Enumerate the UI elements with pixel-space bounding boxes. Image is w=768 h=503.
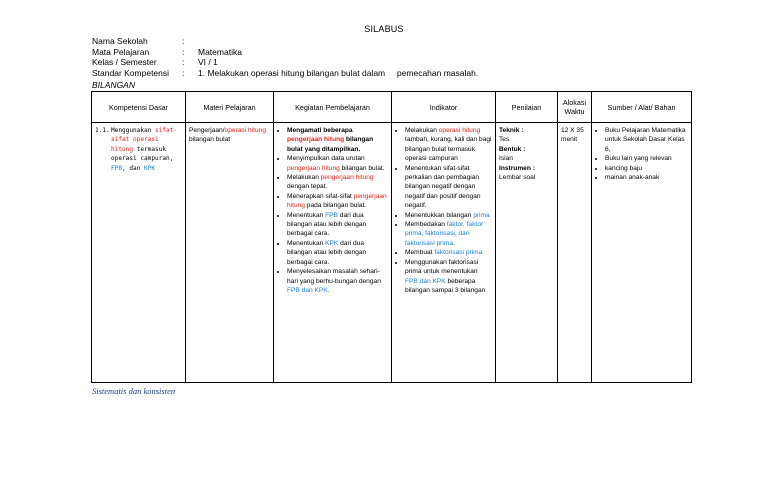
meta-value: 1. Melakukan operasi hitung bilangan bulat dalam pemecahan masalah. — [198, 67, 479, 78]
list-item: • Buku lain yang relevan — [605, 154, 688, 163]
col-header-indikator: Indikator — [392, 92, 496, 123]
list-item: • Membedakan faktor, faktor prima, faktorisasi, dan faktorisasi prima. — [405, 220, 492, 248]
cell-kegiatan — [274, 123, 392, 383]
cell-materi: Pengerjaan/operasi hitung bilangan bulat — [186, 123, 274, 383]
list-item: • Melakukan operasi hitung tambah, kurang, kali dan bagi bilangan bulat termasuk operasi campuran — [405, 126, 492, 164]
list-item: • Menerapkan sifat-sifat pengerjaan hitung pada bilangan bulat. — [287, 192, 388, 211]
penilaian-instrumen-label: Instrumen : — [499, 164, 535, 172]
footer-note: Sistematis dan konsisten — [92, 386, 176, 396]
meta-label: Standar Kompetensi — [92, 67, 170, 78]
cell-alokasi: 12 X 35 menit — [558, 123, 592, 383]
col-header-penilaian: Penilaian — [496, 92, 558, 123]
table-header-row — [92, 92, 692, 123]
meta-colon: : — [182, 57, 185, 67]
col-header-sumber: Sumber / Alat/ Bahan — [592, 92, 692, 123]
meta-colon: : — [182, 46, 185, 57]
table-row — [92, 123, 692, 383]
col-header-kompetensi: Kompetensi Dasar — [92, 92, 186, 123]
meta-label: Mata Pelajaran — [92, 46, 150, 57]
section-subtitle: BILANGAN — [92, 80, 135, 90]
list-item: • Menentukan sifat-sifat perkalian dan pembagian bilangan negatif dengan negatif dan positif dengan negatif. — [405, 164, 492, 211]
document-title: SILABUS — [364, 24, 404, 34]
meta-value: VI / 1 — [198, 57, 218, 67]
list-item: • Menentukkan bilangan prima — [405, 211, 492, 220]
list-item: • mainan anak-anak — [605, 173, 688, 182]
list-item: • Menyimpulkan data urutan pengerjaan hitung bilangan bulat. — [287, 154, 388, 173]
syllabus-meta — [92, 36, 478, 78]
meta-row-competency — [92, 68, 478, 79]
penilaian-bentuk: Isian — [499, 155, 513, 163]
meta-colon: : — [182, 36, 185, 46]
cell-kompetensi-dasar — [92, 123, 186, 383]
list-item: • Membuat faktorisasi prima — [405, 248, 492, 257]
list-item: • Melakukan pengerjaan hitung dengan tepat. — [287, 173, 388, 192]
list-item: • Menentukan KPK dari dua bilangan atau lebih dengan berbagai cara. — [287, 239, 388, 267]
list-item: • kancing baju — [605, 164, 688, 173]
meta-value: Matematika — [198, 46, 242, 57]
meta-colon: : — [182, 67, 185, 78]
kd-number: 1.1. — [95, 127, 110, 134]
col-header-materi: Materi Pelajaran — [186, 92, 274, 123]
penilaian-teknik: Tes — [499, 136, 510, 144]
list-item: • Buku Pelajaran Matematika untuk Sekolah Dasar Kelas 6, — [605, 126, 688, 154]
penilaian-instrumen: Lembar soal — [499, 174, 536, 182]
col-header-kegiatan: Kegiatan Pembelajaran — [274, 92, 392, 123]
meta-row-school — [92, 36, 478, 47]
meta-row-class — [92, 57, 478, 68]
cell-indikator — [392, 123, 496, 383]
list-item: • Menentukan FPB dari dua bilangan atau lebih dengan berbagai cara. — [287, 211, 388, 239]
list-item: • Menggunakan faktorisasi prima untuk menentukan FPB dan KPK beberapa bilangan sampai 3 bilangan — [405, 258, 492, 296]
meta-row-subject — [92, 47, 478, 58]
kd-text: Menggunakan sifat-sifat operasi hitung termasuk operasi campuran, FPB, dan KPK — [111, 127, 178, 172]
list-item: • Menyelesaikan masalah sehari-hari yang berhu-bungan dengan FPB dan KPK. — [287, 267, 388, 295]
meta-label: Kelas / Semester — [92, 57, 157, 67]
meta-label: Nama Sekolah — [92, 36, 148, 46]
list-item: • Mengamati beberapa pengerjaan hitung bilangan bulat yang ditampilkan. — [287, 126, 388, 154]
col-header-alokasi: Alokasi Waktu — [558, 92, 592, 123]
cell-sumber — [592, 123, 692, 383]
penilaian-bentuk-label: Bentuk : — [499, 145, 526, 153]
syllabus-table — [91, 91, 692, 383]
cell-penilaian — [496, 123, 558, 383]
penilaian-teknik-label: Teknik : — [499, 127, 524, 134]
